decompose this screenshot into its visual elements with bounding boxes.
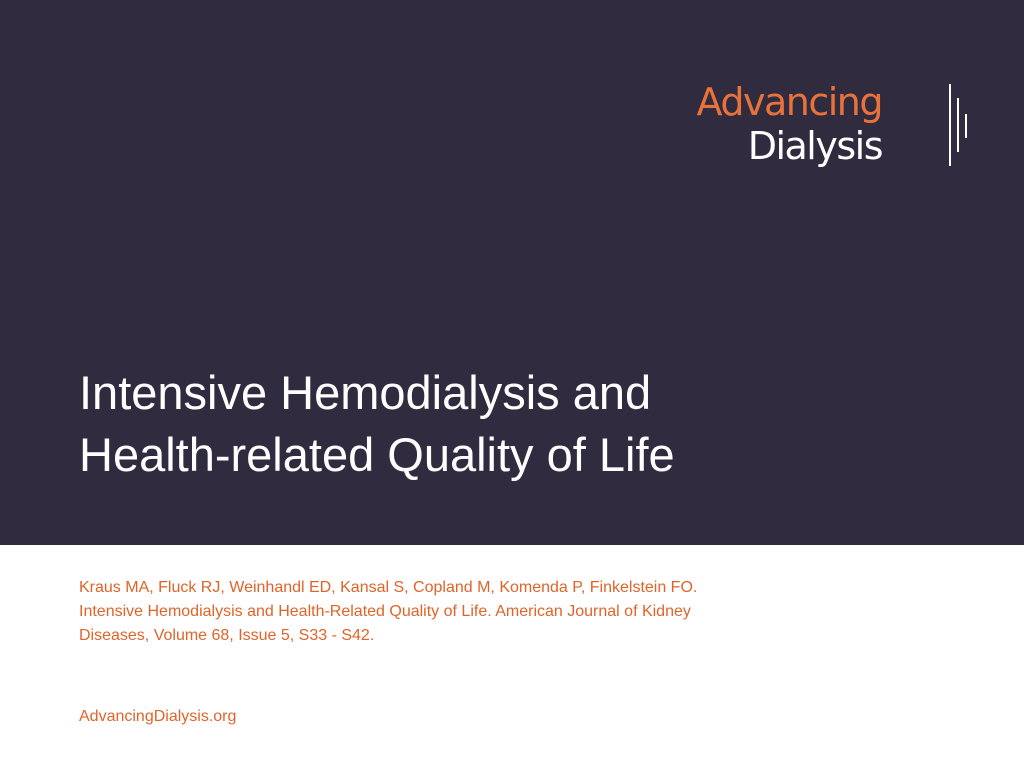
citation-line-3: Diseases, Volume 68, Issue 5, S33 - S42. xyxy=(79,627,375,644)
citation-line-1: Kraus MA, Fluck RJ, Weinhandl ED, Kansal S, Copland M, Komenda P, Finkelstein FO. xyxy=(79,579,698,596)
slide-title-line-2: Health-related Quality of Life xyxy=(79,428,675,481)
advancing-dialysis-logo xyxy=(696,80,978,170)
logo-word-dialysis: Dialysis xyxy=(747,124,882,168)
citation-line-2: Intensive Hemodialysis and Health-Related Quality of Life. American Journal of Kidney xyxy=(79,603,691,620)
slide-title-line-1: Intensive Hemodialysis and xyxy=(79,366,652,419)
citation-reference xyxy=(79,576,959,648)
logo-bars-icon xyxy=(948,84,972,166)
logo-word-advancing: Advancing xyxy=(696,80,882,124)
slide-title xyxy=(79,362,959,486)
website-link[interactable]: AdvancingDialysis.org xyxy=(79,708,237,725)
